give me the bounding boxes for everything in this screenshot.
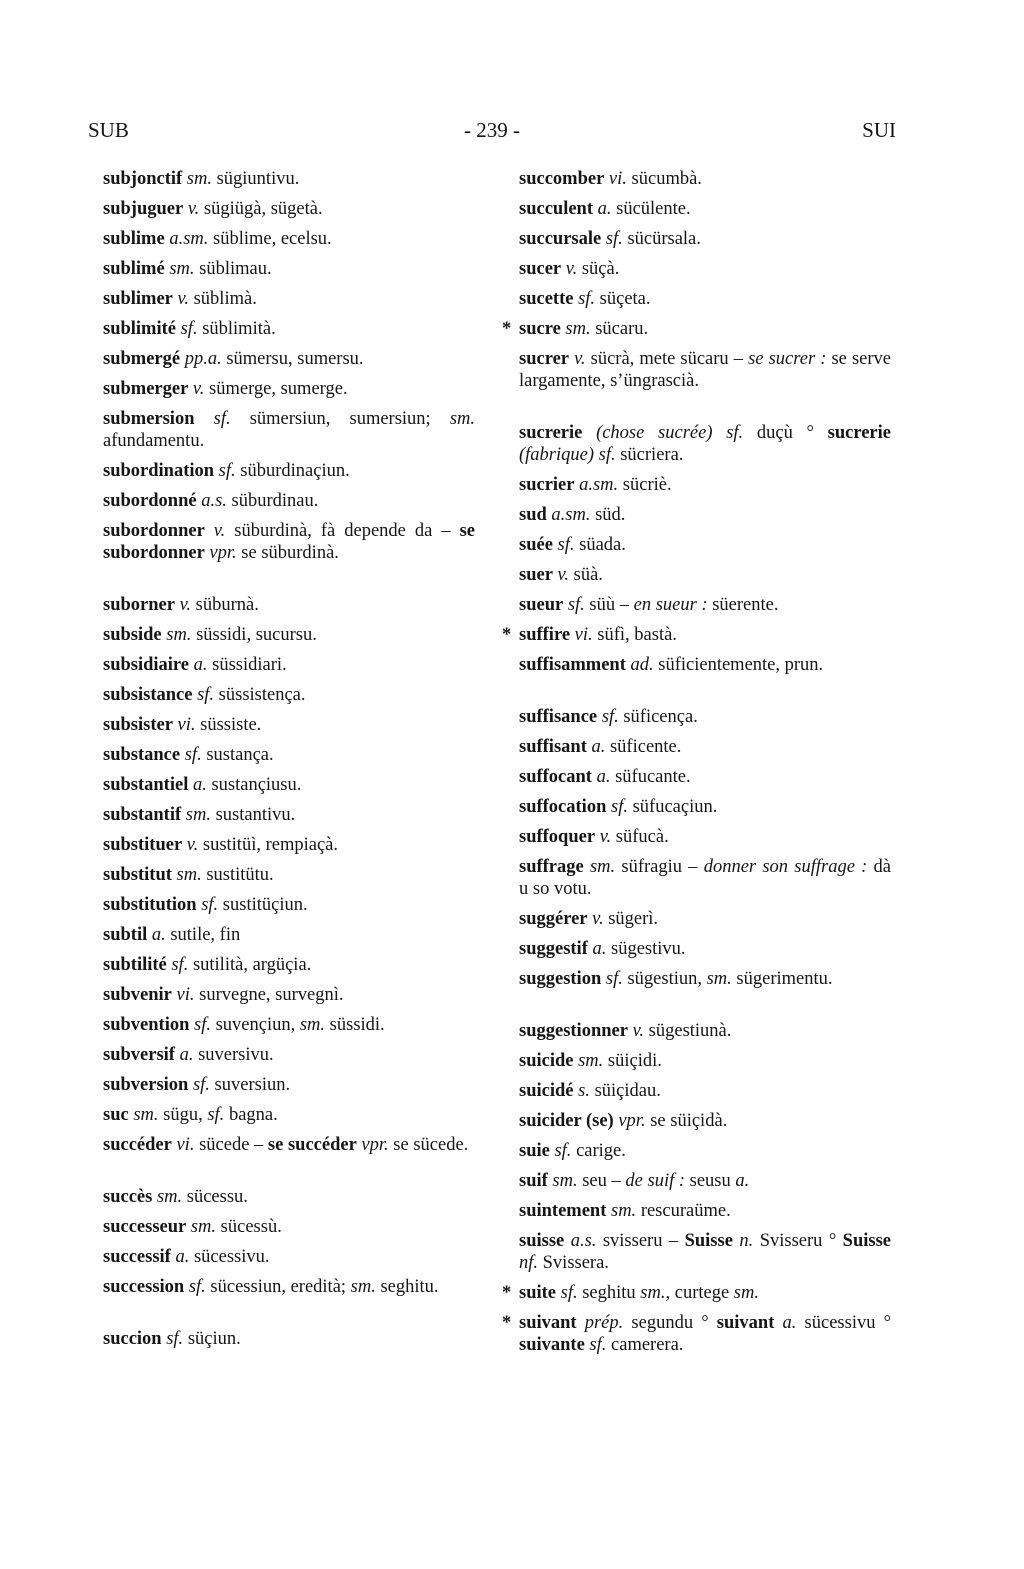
grammar-label: sf. (184, 745, 202, 765)
page-number: - 239 - (464, 118, 520, 142)
dictionary-entry: subordination sf. süburdinaçiun. (103, 461, 350, 481)
headword: sud (519, 505, 547, 525)
grammar-label: pp.a. (184, 349, 222, 369)
dictionary-entry: sucrerie (chose sucrée) sf. duçù ° sucrerie (fabrique) sf. sücriera. (519, 423, 891, 465)
grammar-label: v. (574, 349, 586, 369)
headword: suicidé (519, 1081, 574, 1101)
grammar-label: sf. (192, 1075, 210, 1095)
headword: succomber (519, 169, 605, 189)
header-left-guide-word: SUB (88, 118, 129, 142)
grammar-label: a.sm. (169, 229, 209, 249)
grammar-label: sm. (350, 1277, 376, 1297)
grammar-label: (fabrique) sf. (519, 445, 616, 465)
dictionary-entry: succéder vi. sücede – se succéder vpr. se sücede. (103, 1135, 469, 1155)
headword: succès (103, 1187, 153, 1207)
dictionary-entry: succion sf. süçiun. (103, 1329, 241, 1349)
headword: suffisance (519, 707, 598, 727)
headword: suicide (519, 1051, 574, 1071)
grammar-label: donner son suffrage : (703, 857, 868, 877)
headword: succéder (103, 1135, 172, 1155)
dictionary-entry: suggestif a. sügestivu. (519, 939, 686, 959)
headword: subvention (103, 1015, 190, 1035)
dictionary-entry: subsister vi. süssiste. (103, 715, 262, 735)
grammar-label: sf. (605, 229, 623, 249)
headword: sueur (519, 595, 564, 615)
entry-marker: * (502, 625, 512, 645)
dictionary-entry: sueur sf. süù – en sueur : süerente. (519, 595, 779, 615)
dictionary-entry: sucette sf. süçeta. (519, 289, 651, 309)
headword: subjonctif (103, 169, 183, 189)
grammar-label: sf. (207, 1105, 225, 1125)
dictionary-entry: suisse a.s. svisseru – Suisse n. Svisseru ° Suisse nf. Svissera. (519, 1231, 891, 1273)
grammar-label: sf. (197, 685, 215, 705)
grammar-label: vi. (608, 169, 627, 189)
grammar-label: vpr. (361, 1135, 389, 1155)
headword: suggérer (519, 909, 588, 929)
headword: substance (103, 745, 181, 765)
grammar-label: sf. (605, 969, 623, 989)
dictionary-entry: suffrage sm. süfragiu – donner son suffrage : dà u so votu. (519, 857, 892, 899)
grammar-label: a. (591, 737, 606, 757)
grammar-label: sf. (171, 955, 189, 975)
headword: suer (519, 565, 553, 585)
dictionary-entry: subvention sf. suvençiun, sm. süssidi. (103, 1015, 385, 1035)
dictionary-entry: suicidé s. süiçidau. (519, 1081, 661, 1101)
left-column (103, 168, 475, 1358)
headword: suggestion (519, 969, 602, 989)
grammar-label: sm. (706, 969, 732, 989)
headword: suffire (519, 625, 571, 645)
headword: subjuguer (103, 199, 184, 219)
grammar-label: a. (193, 655, 208, 675)
grammar-label: sm. (299, 1015, 326, 1035)
dictionary-entry: sublimer v. süblimà. (103, 289, 257, 309)
grammar-label: v. (599, 827, 612, 847)
grammar-label: sf. (601, 707, 619, 727)
grammar-label: sf. (611, 797, 628, 817)
headword: successeur (103, 1217, 187, 1237)
page-header (88, 118, 896, 148)
grammar-label: sm. (733, 1283, 759, 1303)
grammar-label: a. (735, 1171, 750, 1191)
dictionary-entry: successeur sm. sücessù. (103, 1217, 282, 1237)
headword: subsidiaire (103, 655, 190, 675)
headword: submersion (103, 409, 195, 429)
grammar-label: sm. (185, 805, 211, 825)
headword: subordonner (103, 521, 205, 541)
dictionary-entry: succursale sf. sücürsala. (519, 229, 701, 249)
headword: sublimité (103, 319, 176, 339)
dictionary-entry: subversif a. suversivu. (103, 1045, 274, 1065)
grammar-label: a. (782, 1313, 797, 1333)
headword: subside (103, 625, 162, 645)
headword: succion (103, 1329, 162, 1349)
dictionary-entry: suffisant a. süficente. (519, 737, 682, 757)
grammar-label: sm. (565, 319, 591, 339)
dictionary-entry: subside sm. süssidi, sucursu. (103, 625, 317, 645)
dictionary-entry: succès sm. sücessu. (103, 1187, 248, 1207)
header-right-guide-word: SUI (862, 118, 896, 142)
grammar-label: v. (632, 1021, 645, 1041)
dictionary-entry: subvenir vi. survegne, survegnì. (103, 985, 344, 1005)
grammar-label: sm. (176, 865, 202, 885)
headword: subordonné (103, 491, 197, 511)
headword: suggestif (519, 939, 588, 959)
headword: successif (103, 1247, 171, 1267)
headword: subtilité (103, 955, 167, 975)
grammar-label: a. (175, 1247, 190, 1267)
dictionary-entry: substituer v. sustitüì, rempiaçà. (103, 835, 338, 855)
dictionary-entry: subversion sf. suversiun. (103, 1075, 291, 1095)
dictionary-entry: subordonné a.s. süburdinau. (103, 491, 319, 511)
dictionary-entry: sucrier a.sm. sücriè. (519, 475, 672, 495)
headword: suif (519, 1171, 548, 1191)
grammar-label: vi. (177, 715, 196, 735)
grammar-label: sm. (578, 1051, 604, 1071)
headword: sucrier (519, 475, 575, 495)
dictionary-entry: succomber vi. sücumbà. (519, 169, 702, 189)
grammar-label: sm. (449, 409, 475, 429)
grammar-label: sm. (186, 169, 212, 189)
headword: sublime (103, 229, 165, 249)
grammar-label: v. (192, 379, 205, 399)
headword: suintement (519, 1201, 607, 1221)
grammar-label: sf. (201, 895, 219, 915)
headword: subsister (103, 715, 173, 735)
dictionary-entry: * suite sf. seghitu sm., curtege sm. (502, 1283, 759, 1303)
dictionary-entry: suée sf. süada. (519, 535, 626, 555)
grammar-label: en sueur : (633, 595, 708, 615)
grammar-label: sm. (589, 857, 616, 877)
dictionary-entry: suggestionner v. sügestiunà. (519, 1021, 732, 1041)
grammar-label: sm. (156, 1187, 183, 1207)
entry-marker: * (502, 319, 512, 339)
grammar-label: sm., (640, 1283, 671, 1303)
dictionary-entry: substance sf. sustança. (103, 745, 274, 765)
grammar-label: sf. (589, 1335, 607, 1355)
headword: succession (103, 1277, 185, 1297)
headword: sucer (519, 259, 562, 279)
grammar-label: sm. (169, 259, 195, 279)
grammar-label: sm. (552, 1171, 578, 1191)
dictionary-entry: sud a.sm. süd. (519, 505, 626, 525)
headword: subversion (103, 1075, 189, 1095)
grammar-label: a.sm. (579, 475, 619, 495)
headword: se succéder (267, 1135, 357, 1155)
grammar-label: se sucrer : (748, 349, 827, 369)
dictionary-entry: sublimité sf. süblimità. (103, 319, 276, 339)
headword: sublimé (103, 259, 165, 279)
dictionary-entry: suggérer v. sügerì. (519, 909, 659, 929)
grammar-label: sf. (557, 535, 575, 555)
dictionary-entry: suif sm. seu – de suif : seusu a. (519, 1171, 750, 1191)
dictionary-entry: suffoquer v. süfucà. (519, 827, 669, 847)
headword: substitution (103, 895, 197, 915)
dictionary-entry: * suivant prép. segundu ° suivant a. sücessivu ° suivante sf. camerera. (502, 1313, 892, 1355)
dictionary-entry: substantif sm. sustantivu. (103, 805, 296, 825)
grammar-label: sf. (554, 1141, 572, 1161)
grammar-label: vpr. (618, 1111, 646, 1131)
grammar-label: v. (213, 521, 226, 541)
dictionary-entry: subtil a. sutile, fin (103, 925, 241, 945)
grammar-label: sf. (578, 289, 596, 309)
grammar-label: a. (597, 199, 612, 219)
grammar-label: a. (192, 775, 207, 795)
entry-marker: * (502, 1283, 512, 1303)
headword: sucrerie (827, 423, 891, 443)
grammar-label: v. (186, 835, 199, 855)
dictionary-entry: subtilité sf. sutilità, argüçia. (103, 955, 312, 975)
grammar-label: sf. (218, 461, 236, 481)
grammar-label: sf. (213, 409, 231, 429)
headword: Suisse (684, 1231, 733, 1251)
dictionary-entry: suffocant a. süfucante. (519, 767, 691, 787)
dictionary-entry: submerger v. sümerge, sumerge. (103, 379, 348, 399)
grammar-label: a.s. (201, 491, 227, 511)
headword: suffocant (519, 767, 592, 787)
grammar-label: sf. (166, 1329, 184, 1349)
dictionary-entry: subsistance sf. süssistença. (103, 685, 306, 705)
dictionary-entry: suc sm. sügu, sf. bagna. (103, 1105, 278, 1125)
dictionary-entry: suffocation sf. süfucaçiun. (519, 797, 718, 817)
dictionary-entry: subjonctif sm. sügiuntivu. (103, 169, 300, 189)
grammar-label: (chose sucrée) sf. (596, 423, 744, 443)
headword: suisse (519, 1231, 565, 1251)
grammar-label: sm. (190, 1217, 217, 1237)
headword: suffoquer (519, 827, 596, 847)
dictionary-entry: suie sf. carige. (519, 1141, 626, 1161)
dictionary-entry: subordonner v. süburdinà, fà depende da – se subordonner vpr. se süburdinà. (103, 521, 476, 563)
headword: suite (519, 1283, 556, 1303)
grammar-label: s. (578, 1081, 590, 1101)
dictionary-entry: suggestion sf. sügestiun, sm. sügerimentu. (519, 969, 833, 989)
headword: submerger (103, 379, 189, 399)
grammar-label: sf. (567, 595, 585, 615)
grammar-label: v. (177, 289, 189, 309)
headword: subversif (103, 1045, 175, 1065)
dictionary-entry: suer v. süà. (519, 565, 603, 585)
grammar-label: v. (187, 199, 200, 219)
dictionary-entry: sucrer v. sücrà, mete sücaru – se sucrer : se serve largamente, s’üngrascià. (519, 349, 891, 391)
dictionary-entry: subjuguer v. sügiügà, sügetà. (103, 199, 323, 219)
grammar-label: vi. (574, 625, 593, 645)
dictionary-entry: * sucre sm. sücaru. (502, 319, 649, 339)
headword: substituer (103, 835, 183, 855)
headword: suivant (716, 1313, 775, 1333)
headword: suée (519, 535, 553, 555)
headword: sublimer (103, 289, 173, 309)
headword: suborner (103, 595, 175, 615)
dictionary-entry: sublimé sm. süblimau. (103, 259, 272, 279)
headword: suffisamment (519, 655, 626, 675)
dictionary-entry: sucer v. süçà. (519, 259, 620, 279)
dictionary-entry: * suffire vi. süfì, bastà. (502, 625, 677, 645)
grammar-label: sf. (188, 1277, 206, 1297)
dictionary-entry: substitut sm. sustitütu. (103, 865, 274, 885)
grammar-label: a. (151, 925, 166, 945)
headword: suffocation (519, 797, 607, 817)
grammar-label: v. (179, 595, 192, 615)
headword: substantiel (103, 775, 189, 795)
grammar-label: sf. (560, 1283, 578, 1303)
headword: se subordonner (103, 521, 476, 563)
headword: subsistance (103, 685, 193, 705)
headword: sucrer (519, 349, 569, 369)
headword: substantif (103, 805, 182, 825)
grammar-label: ad. (630, 655, 654, 675)
grammar-label: a.sm. (551, 505, 591, 525)
grammar-label: a. (592, 939, 607, 959)
headword: suffrage (519, 857, 584, 877)
headword: succulent (519, 199, 593, 219)
dictionary-entry: substitution sf. sustitüçiun. (103, 895, 308, 915)
grammar-label: sf. (194, 1015, 211, 1035)
dictionary-entry: suborner v. süburnà. (103, 595, 259, 615)
grammar-label: v. (592, 909, 604, 929)
dictionary-entry: succession sf. sücessiun, eredità; sm. seghitu. (103, 1277, 439, 1297)
grammar-label: a.s. (570, 1231, 597, 1251)
headword: suie (519, 1141, 550, 1161)
grammar-label: v. (557, 565, 570, 585)
headword: subtil (103, 925, 148, 945)
grammar-label: nf. (519, 1253, 539, 1273)
grammar-label: sf. (180, 319, 198, 339)
dictionary-entry: successif a. sücessivu. (103, 1247, 270, 1267)
dictionary-entry: succulent a. sücülente. (519, 199, 691, 219)
headword: suffisant (519, 737, 587, 757)
dictionary-entry: suffisamment ad. süficientemente, prun. (519, 655, 824, 675)
grammar-label: prép. (584, 1313, 624, 1333)
grammar-label: a. (179, 1045, 194, 1065)
headword: suivante (519, 1335, 585, 1355)
dictionary-entry: suicider (se) vpr. se süiçidà. (519, 1111, 728, 1131)
dictionary-entry: sublime a.sm. süblime, ecelsu. (103, 229, 332, 249)
dictionary-entry: submersion sf. sümersiun, sumersiun; sm. afundamentu. (103, 409, 475, 451)
grammar-label: n. (739, 1231, 754, 1251)
grammar-label: de suif : (625, 1171, 686, 1191)
dictionary-entry: submergé pp.a. sümersu, sumersu. (103, 349, 364, 369)
headword: subordination (103, 461, 215, 481)
headword: suivant (519, 1313, 577, 1333)
headword: sucette (519, 289, 574, 309)
grammar-label: v. (565, 259, 578, 279)
headword: submergé (103, 349, 181, 369)
headword: succursale (519, 229, 602, 249)
grammar-label: sm. (166, 625, 192, 645)
headword: suc (103, 1105, 129, 1125)
headword: subvenir (103, 985, 172, 1005)
grammar-label: vi. (176, 1135, 195, 1155)
headword: sucre (519, 319, 561, 339)
dictionary-entry: suintement sm. rescuraüme. (519, 1201, 731, 1221)
grammar-label: vpr. (209, 543, 237, 563)
grammar-label: sm. (133, 1105, 159, 1125)
dictionary-entry: suffisance sf. süficença. (519, 707, 698, 727)
headword: Suisse (842, 1231, 891, 1251)
grammar-label: sm. (611, 1201, 637, 1221)
right-column (502, 168, 892, 1364)
grammar-label: a. (596, 767, 611, 787)
grammar-label: vi. (176, 985, 195, 1005)
headword: sucrerie (519, 423, 583, 443)
headword: suggestionner (519, 1021, 628, 1041)
entry-marker: * (502, 1313, 512, 1333)
dictionary-entry: suicide sm. süiçidi. (519, 1051, 662, 1071)
dictionary-entry: subsidiaire a. süssidiari. (103, 655, 287, 675)
headword: suicider (se) (519, 1111, 614, 1131)
dictionary-entry: substantiel a. sustançiusu. (103, 775, 302, 795)
headword: substitut (103, 865, 172, 885)
